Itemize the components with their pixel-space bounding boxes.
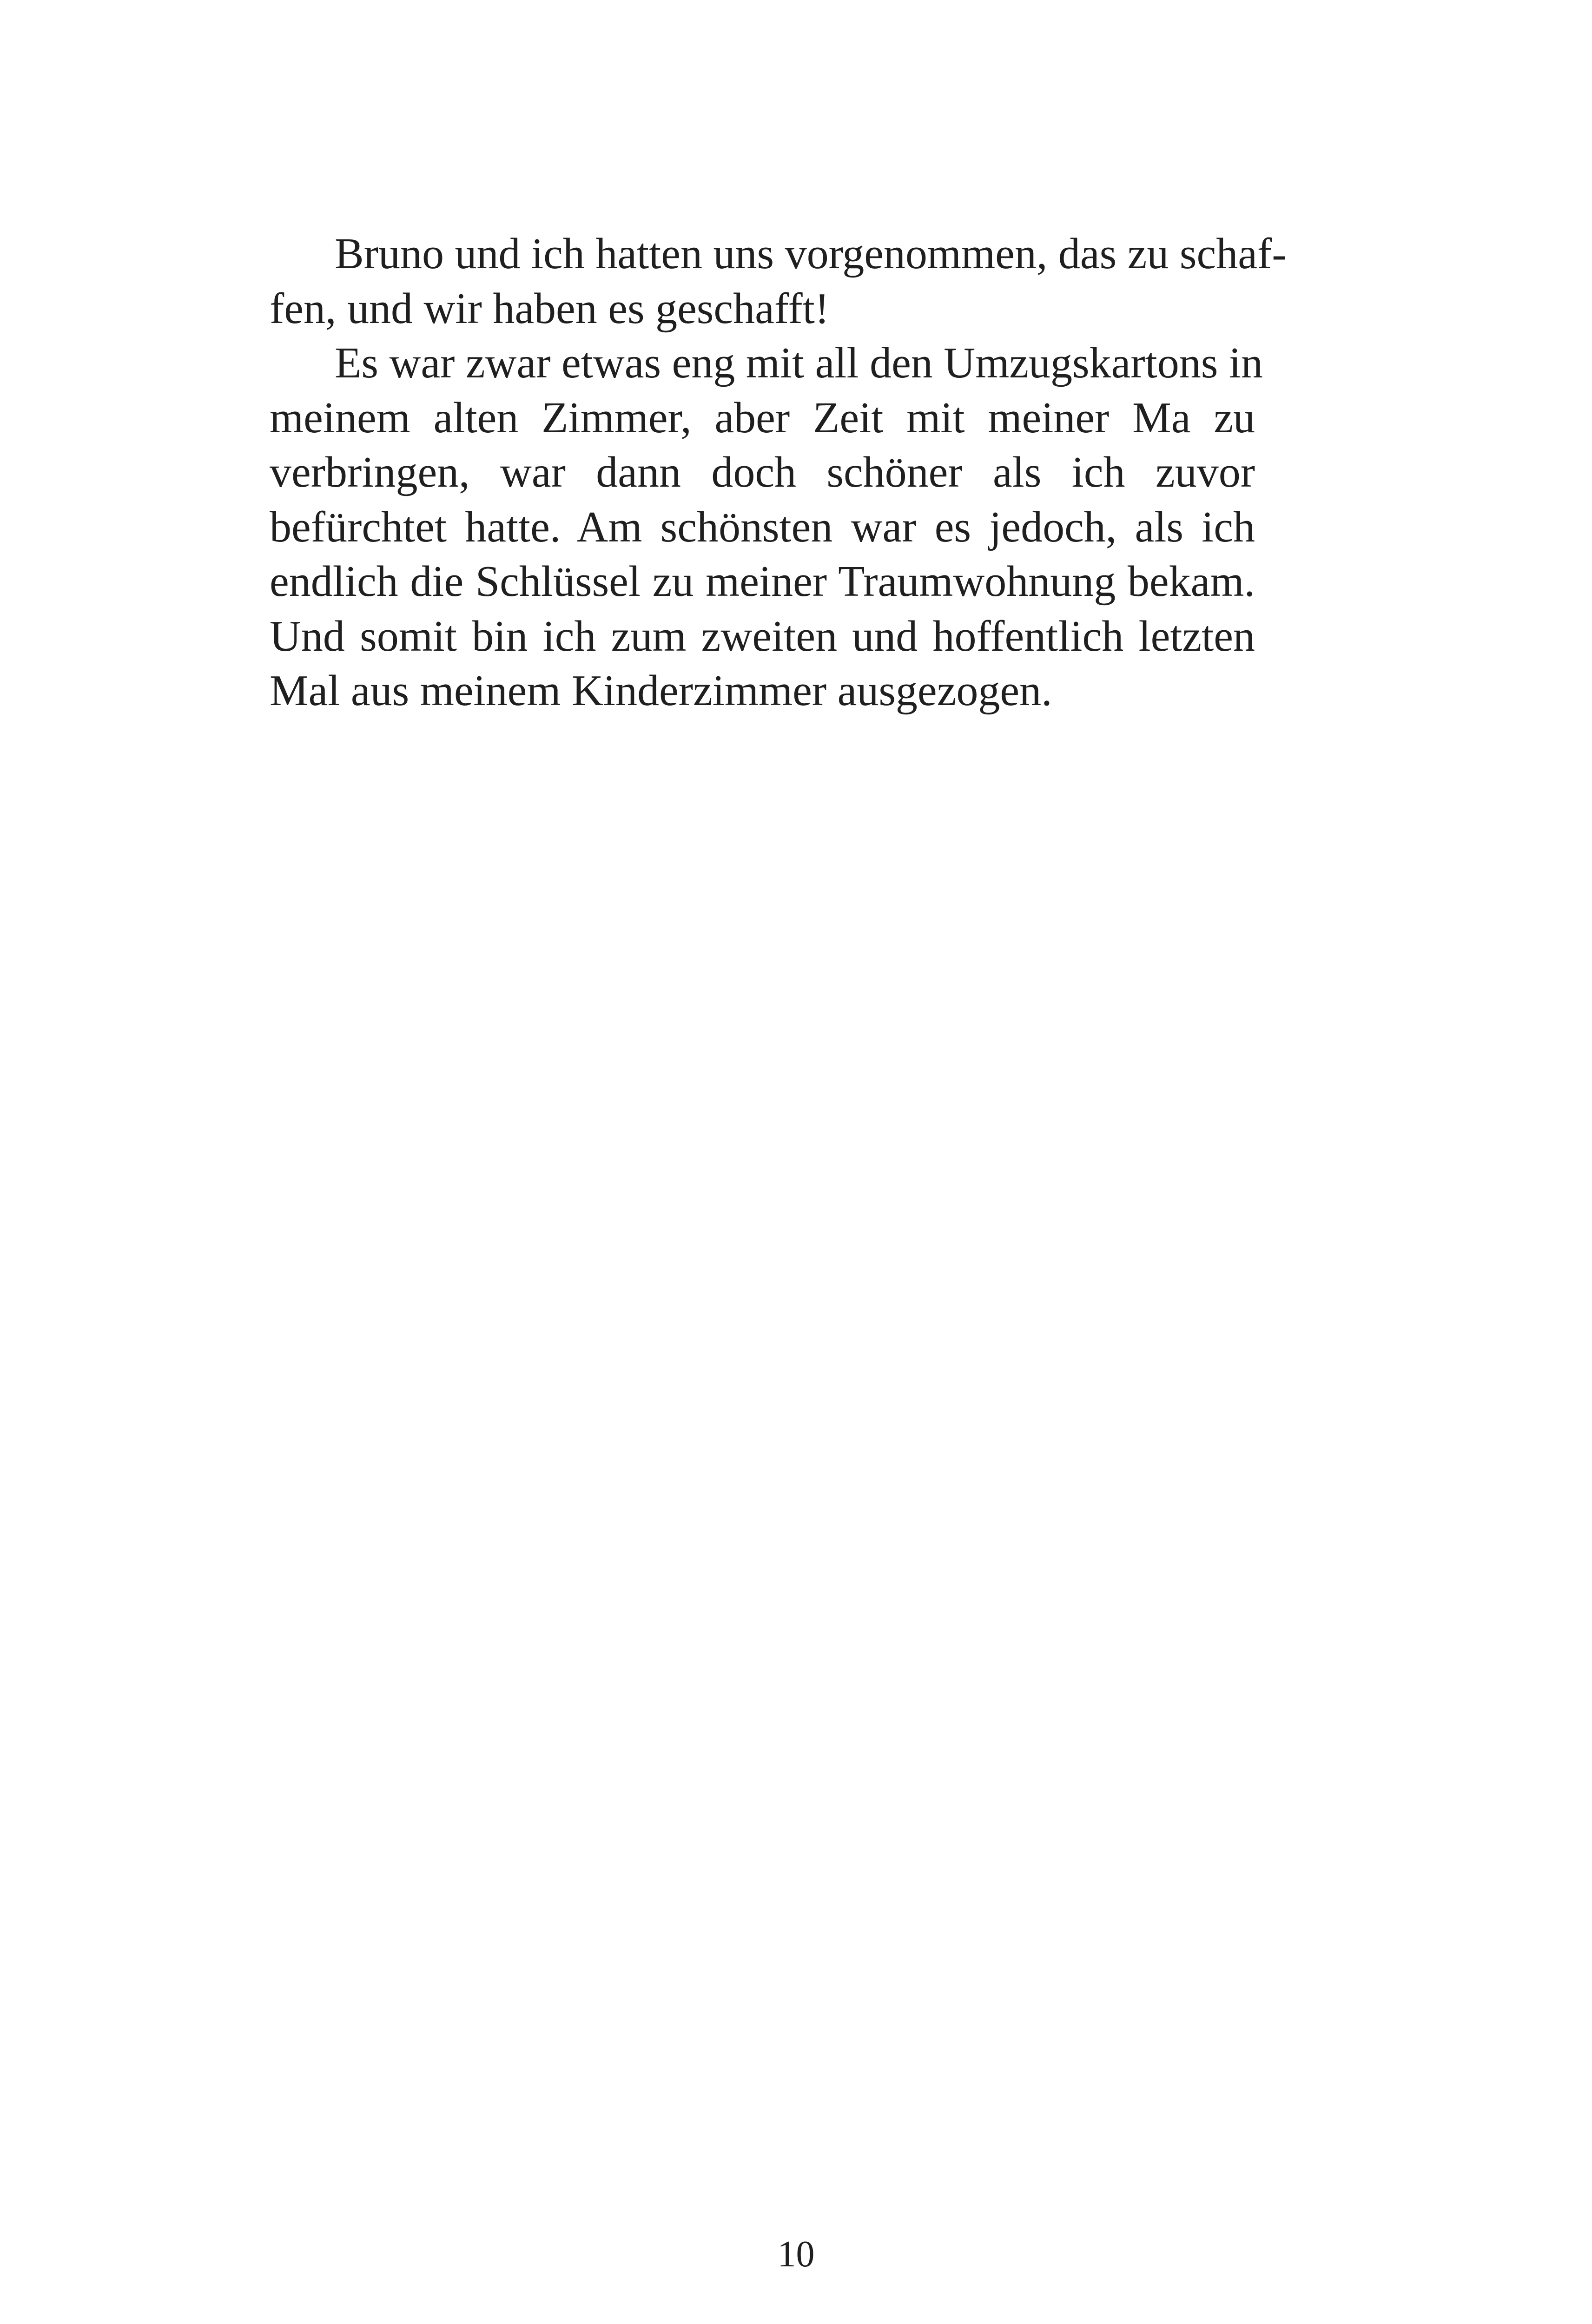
text-line: verbringen, war dann doch schöner als ich zuvor (270, 448, 1255, 496)
text-line: endlich die Schlüssel zu meiner Traumwohnung bekam. (270, 557, 1255, 606)
text-line: befürchtet hatte. Am schönsten war es jedoch, als ich (270, 502, 1255, 551)
text-line: meinem alten Zimmer, aber Zeit mit meiner Ma zu (270, 393, 1255, 442)
text-line: Es war zwar etwas eng mit all den Umzugskartons in (335, 339, 1263, 387)
text-line: Mal aus meinem Kinderzimmer ausgezogen. (270, 667, 1052, 715)
text-line: Bruno und ich hatten uns vorgenommen, das zu schaf- (335, 230, 1287, 278)
page-number: 10 (777, 2234, 815, 2275)
text-line: Und somit bin ich zum zweiten und hoffentlich letzten (270, 612, 1255, 660)
text-line: fen, und wir haben es geschafft! (270, 284, 830, 333)
body-text (270, 227, 1287, 719)
